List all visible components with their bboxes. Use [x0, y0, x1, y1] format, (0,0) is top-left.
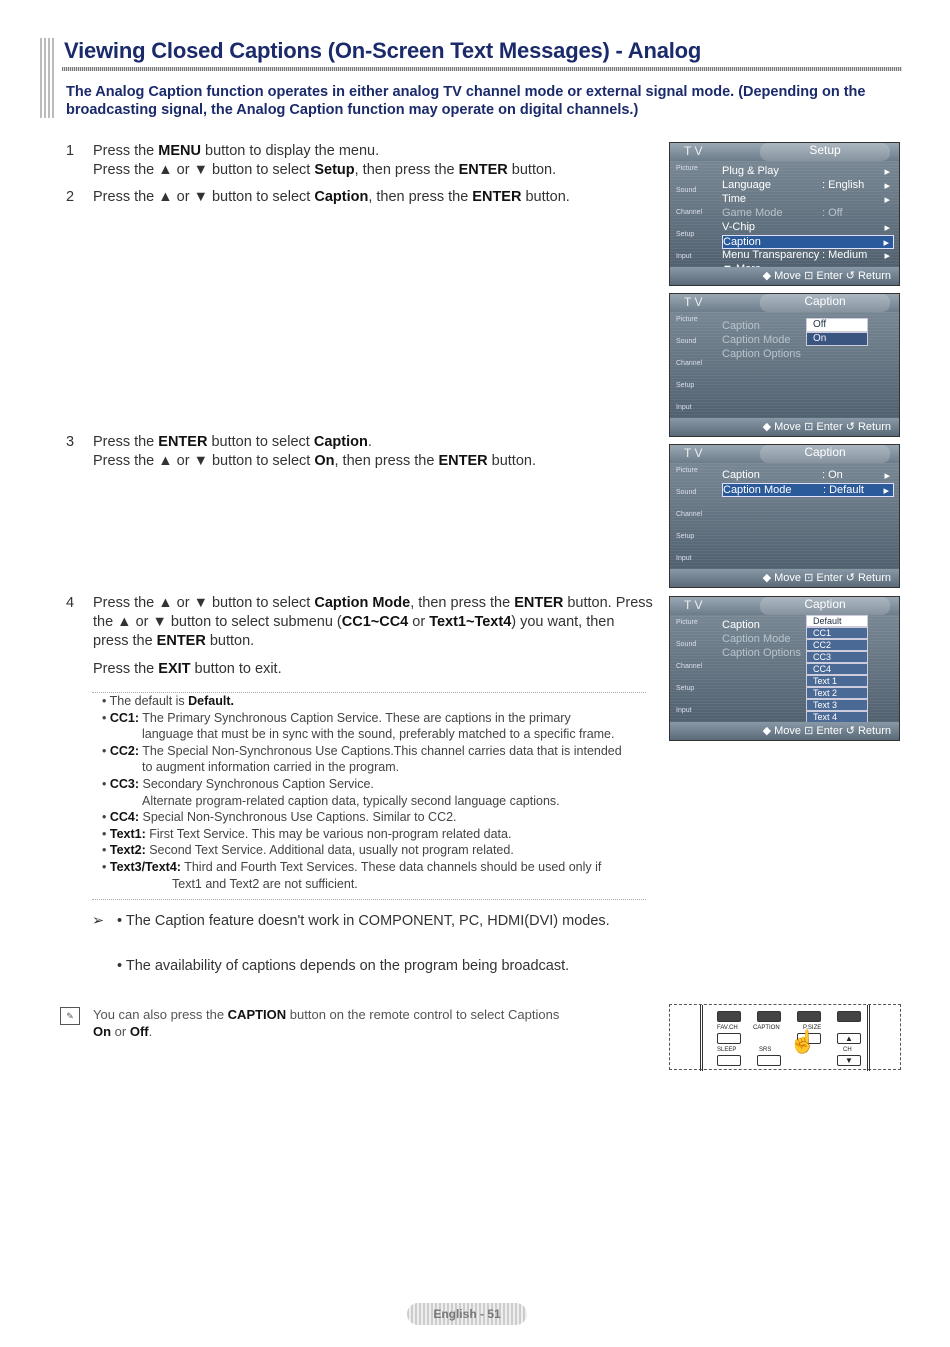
title-rule: [62, 67, 902, 71]
osd-side-item: Picture: [676, 165, 698, 172]
osd-sidebar: [676, 467, 716, 577]
tip-item: • The Caption feature doesn't work in COMPONENT, PC, HDMI(DVI) modes.: [117, 913, 610, 929]
osd-submenu-item: Text 1: [806, 675, 868, 687]
remote-label: CH: [843, 1047, 852, 1053]
step-number: 3: [66, 434, 75, 450]
osd-title: Caption: [760, 597, 890, 615]
step-number: 2: [66, 189, 75, 205]
title-stripe: [40, 38, 54, 118]
step-line: Press the EXIT button to exit.: [93, 661, 282, 677]
osd-submenu-item: CC1: [806, 627, 868, 639]
remote-button: [717, 1033, 741, 1044]
tip-arrow-icon: ➢: [92, 913, 105, 929]
remote-label: P.SIZE: [803, 1025, 822, 1031]
osd-row: Caption: [722, 619, 760, 631]
page-footer: English - 51: [407, 1303, 527, 1325]
page-title: Viewing Closed Captions (On-Screen Text Messages) - Analog: [64, 38, 702, 63]
osd-footer: ◆ Move ⊡ Enter ↺ Return: [670, 267, 899, 285]
step-number: 1: [66, 143, 75, 159]
note-item: • The default is Default.: [102, 694, 234, 708]
osd-side-item: Sound: [676, 338, 697, 345]
note-item: • Text1: First Text Service. This may be various non-program related data.: [102, 826, 512, 841]
osd-row: Game Mode : Off: [722, 207, 843, 219]
step-line: Press the MENU button to display the menu.: [93, 143, 380, 159]
osd-header: [670, 445, 899, 463]
osd-row: Caption Options: [722, 348, 801, 360]
remote-panel: [700, 1005, 870, 1071]
osd-title: Caption: [760, 294, 890, 312]
remote-illustration: [669, 1004, 901, 1070]
osd-row: V-Chip ▸: [722, 221, 890, 234]
osd-submenu-item: Text 3: [806, 699, 868, 711]
osd-sidebar: [676, 619, 716, 729]
osd-tv-label: T V: [684, 144, 703, 158]
osd-caption-screen: [669, 293, 900, 437]
osd-submenu-item: CC4: [806, 663, 868, 675]
osd-footer: ◆ Move ⊡ Enter ↺ Return: [670, 418, 899, 436]
osd-row: Caption : On ▸: [722, 469, 890, 482]
osd-side-item: Input: [676, 253, 692, 260]
osd-tv-label: T V: [684, 446, 703, 460]
osd-option-selected: Off: [806, 318, 868, 332]
notes-box: [92, 692, 646, 900]
remote-button: [757, 1055, 781, 1066]
channel-down-icon: ▼: [837, 1055, 861, 1066]
osd-side-item: Picture: [676, 316, 698, 323]
osd-header: [670, 294, 899, 312]
osd-option: On: [806, 332, 868, 346]
step-line: Press the ▲ or ▼ button to select On, then press the ENTER button.: [93, 453, 536, 469]
osd-sidebar: [676, 165, 716, 275]
osd-side-item: Channel: [676, 663, 703, 670]
osd-submenu-item: CC3: [806, 651, 868, 663]
osd-sidebar: [676, 316, 716, 426]
tip-item: • The availability of captions depends on the program being broadcast.: [117, 958, 570, 974]
osd-row-selected: Caption Mode : Default ▸: [722, 483, 894, 497]
intro-text: The Analog Caption function operates in either analog TV channel mode or external signal mode. (Depending on the broadcasting signal, the Analog Caption function may operate on digital channels.): [66, 84, 866, 118]
osd-tv-label: T V: [684, 598, 703, 612]
osd-caption-mode-screen: [669, 596, 900, 741]
osd-side-item: Setup: [676, 382, 695, 389]
remote-button: [717, 1011, 741, 1022]
osd-header: [670, 597, 899, 615]
osd-side-item: Sound: [676, 489, 697, 496]
osd-header: [670, 143, 899, 161]
osd-side-item: Channel: [676, 209, 703, 216]
osd-caption-on-screen: [669, 444, 900, 588]
step-line: Press the ENTER button to select Caption.: [93, 434, 372, 450]
osd-side-item: Setup: [676, 231, 695, 238]
osd-row: Caption: [722, 320, 760, 332]
osd-side-item: Picture: [676, 619, 698, 626]
osd-footer: ◆ Move ⊡ Enter ↺ Return: [670, 722, 899, 740]
osd-tv-label: T V: [684, 295, 703, 309]
hand-pointer-icon: ☝: [789, 1029, 817, 1054]
remote-label: SLEEP: [717, 1047, 737, 1053]
step-line: Press the ▲ or ▼ button to select Setup, then press the ENTER button.: [93, 162, 557, 178]
step-body: [93, 142, 653, 180]
note-item: • Text2: Second Text Service. Additional data, usually not program related.: [102, 843, 514, 858]
remote-button: [717, 1055, 741, 1066]
title-bar: [40, 38, 902, 68]
osd-side-item: Input: [676, 707, 692, 714]
step-body: [93, 594, 653, 679]
osd-side-item: Setup: [676, 685, 695, 692]
step-number: 4: [66, 595, 75, 611]
note-item: • CC4: Special Non-Synchronous Use Captions. Similar to CC2.: [102, 810, 457, 825]
remote-button: [757, 1011, 781, 1022]
osd-side-item: Input: [676, 555, 692, 562]
step-body: [93, 433, 653, 471]
remote-label: SRS: [759, 1047, 772, 1053]
note-item: • Text3/Text4: Third and Fourth Text Services. These data channels should be used only if Text1 and Text2 are not sufficient.: [102, 859, 602, 891]
osd-side-item: Setup: [676, 533, 695, 540]
osd-row: Language : English ▸: [722, 179, 890, 192]
osd-title: Setup: [760, 143, 890, 161]
channel-up-icon: ▲: [837, 1033, 861, 1044]
osd-row: Caption Options: [722, 647, 801, 659]
remote-label: FAV.CH: [717, 1025, 738, 1031]
osd-side-item: Channel: [676, 511, 703, 518]
note-item: • CC2: The Special Non-Synchronous Use Captions.This channel carries data that is intended to augment information carried in the program.: [102, 743, 622, 775]
osd-title: Caption: [760, 445, 890, 463]
osd-submenu-item: Text 4: [806, 711, 868, 723]
osd-footer: ◆ Move ⊡ Enter ↺ Return: [670, 569, 899, 587]
caption-note-text: You can also press the CAPTION button on the remote control to select Captions On or Off.: [93, 1007, 560, 1039]
osd-row: Time ▸: [722, 193, 890, 206]
osd-side-item: Picture: [676, 467, 698, 474]
osd-row: Caption Mode: [722, 633, 791, 645]
osd-side-item: Sound: [676, 641, 697, 648]
osd-side-item: Sound: [676, 187, 697, 194]
osd-side-item: Channel: [676, 360, 703, 367]
osd-setup-screen: [669, 142, 900, 286]
osd-row: Menu Transparency : Medium ▸: [722, 249, 890, 262]
osd-side-item: Input: [676, 404, 692, 411]
note-icon: ✎: [60, 1007, 80, 1025]
osd-row: Caption Mode: [722, 334, 791, 346]
step-line: Press the ▲ or ▼ button to select Caption Mode, then press the ENTER button. Press the ▲ or ▼ button to select submenu (CC1~CC4 or Text1~Text4) you want, then press the ENTER button.: [93, 595, 653, 649]
osd-row-selected: Caption ▸: [722, 235, 894, 249]
step-line: Press the ▲ or ▼ button to select Caption, then press the ENTER button.: [93, 189, 570, 205]
remote-label: CAPTION: [753, 1025, 780, 1031]
osd-submenu-item: CC2: [806, 639, 868, 651]
remote-button: [837, 1011, 861, 1022]
note-item: • CC1: The Primary Synchronous Caption Service. These are captions in the primary language that must be in sync with the sound, preferably matched to a specific frame.: [102, 710, 615, 742]
note-item: • CC3: Secondary Synchronous Caption Service. Alternate program-related caption data, typically second language captions.: [102, 776, 560, 808]
osd-submenu-item: Text 2: [806, 687, 868, 699]
step-body: [93, 188, 653, 207]
osd-submenu-item-selected: Default: [806, 615, 868, 627]
osd-row: Plug & Play ▸: [722, 165, 890, 178]
remote-button: [797, 1011, 821, 1022]
